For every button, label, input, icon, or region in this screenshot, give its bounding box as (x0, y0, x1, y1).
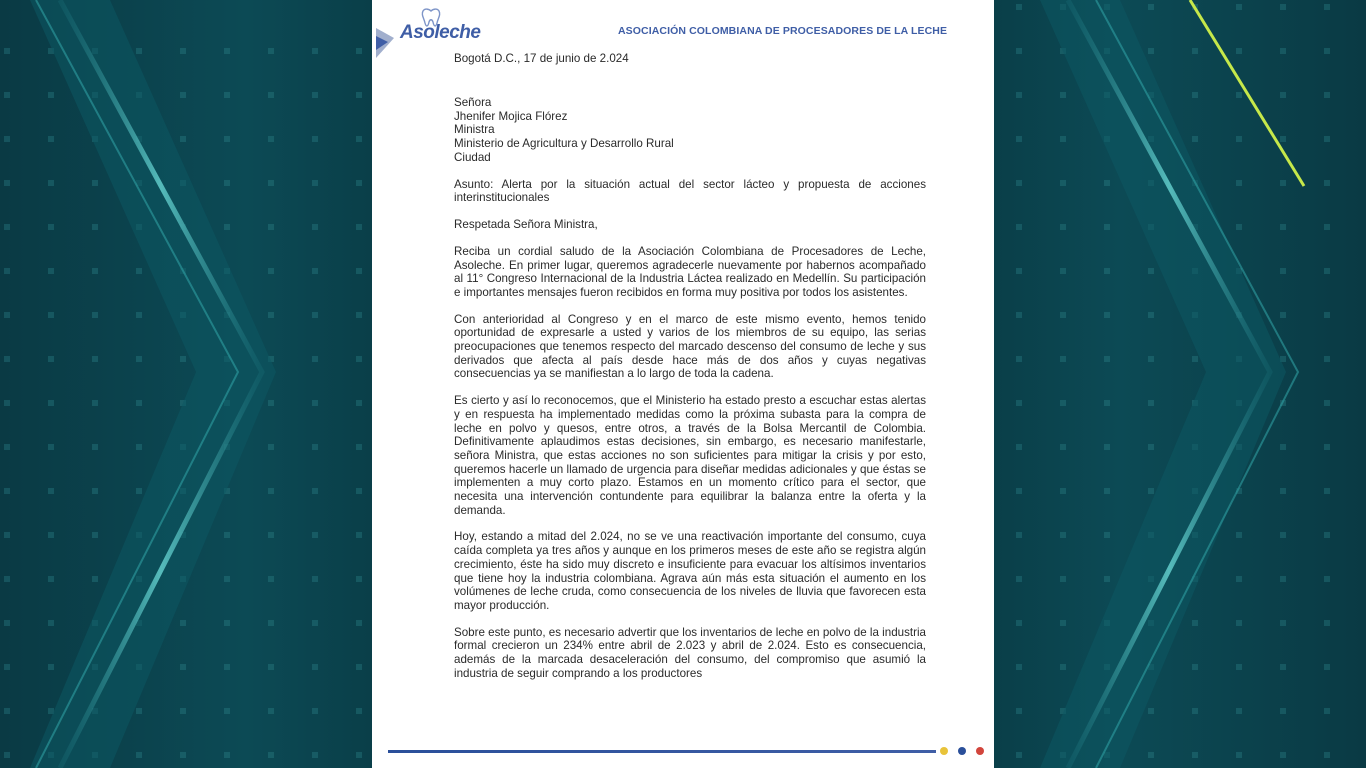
footer-rule (388, 750, 936, 753)
logo-arrow-icon (376, 28, 394, 58)
footer-dot-blue (958, 747, 966, 755)
letter-salutation: Respetada Señora Ministra, (454, 218, 598, 232)
logo-wordmark: Asoleche (400, 22, 481, 43)
recipient-position: Ministra (454, 123, 495, 137)
footer-dot-yellow (940, 747, 948, 755)
letter-document (372, 0, 994, 768)
paragraph-3: Es cierto y así lo reconocemos, que el Ministerio ha estado presto a escuchar estas alertas y en respuesta ha implementado medidas como la próxima subasta para la compra de leche en polvo y quesos, entre otros, a través de la Bolsa Mercantil de Colombia. Definitivamente aplaudimos estas decisiones, sin embargo, es necesario manifestarle, señora Ministra, que estas acciones no son suficientes para mitigar la crisis y por esto, queremos hacerle un llamado de urgencia para diseñar medidas adicionales y que éstas se implementen a muy corto plazo. Estamos en un momento crítico para el sector, que necesita una intervención contundente para equilibrar la balanza entre la oferta y la demanda. (454, 394, 926, 517)
paragraph-1: Reciba un cordial saludo de la Asociación Colombiana de Procesadores de Leche, Asoleche. En primer lugar, queremos agradecerle nuevamente por habernos acompañado al 11° Congreso Internacional de la Industria Láctea realizado en Medellín. Su participación e importantes mensajes fueron recibidos en forma muy positiva por todos los asistentes. (454, 244, 926, 299)
letter-date: Bogotá D.C., 17 de junio de 2.024 (454, 52, 629, 65)
letter-subject: Asunto: Alerta por la situación actual del sector lácteo y propuesta de acciones interinstitucionales (454, 177, 926, 205)
paragraph-4: Hoy, estando a mitad del 2.024, no se ve una reactivación importante del consumo, cuya caída completa ya tres años y aunque en los primeros meses de este año se registra algún crecimiento, éste ha sido muy discreto e insuficiente para evacuar los altísimos inventarios que tiene hoy la industria colombiana. Agrava aún más esta situación el aumento en los volúmenes de leche cruda, como consecuencia de los niveles de lluvia que favorecen esta mayor producción. (454, 530, 926, 612)
paragraph-5: Sobre este punto, es necesario advertir que los inventarios de leche en polvo de la industria formal crecieron un 234% entre abril de 2.023 y abril de 2.024. Esto es consecuencia, además de la marcada desaceleración del consumo, del compromiso que asumió la industria de seguir comprando a los productores (454, 625, 926, 680)
recipient-ministry: Ministerio de Agricultura y Desarrollo Rural (454, 137, 674, 151)
letter-body (454, 50, 926, 680)
recipient-block (454, 96, 926, 165)
recipient-title: Señora (454, 95, 492, 109)
organization-name: ASOCIACIÓN COLOMBIANA DE PROCESADORES DE LA LECHE (618, 25, 948, 37)
recipient-name: Jhenifer Mojica Flórez (454, 109, 568, 123)
paragraph-2: Con anterioridad al Congreso y en el marco de este mismo evento, hemos tenido oportunidad de expresarle a usted y varios de los miembros de su equipo, las serias preocupaciones que tenemos respecto del marcado descenso del consumo de leche y sus derivados que afecta al país desde hace más de dos años y cuyas negativas consecuencias ya se manifiestan a lo largo de toda la cadena. (454, 312, 926, 381)
recipient-city: Ciudad (454, 150, 491, 164)
footer-dot-red (976, 747, 984, 755)
